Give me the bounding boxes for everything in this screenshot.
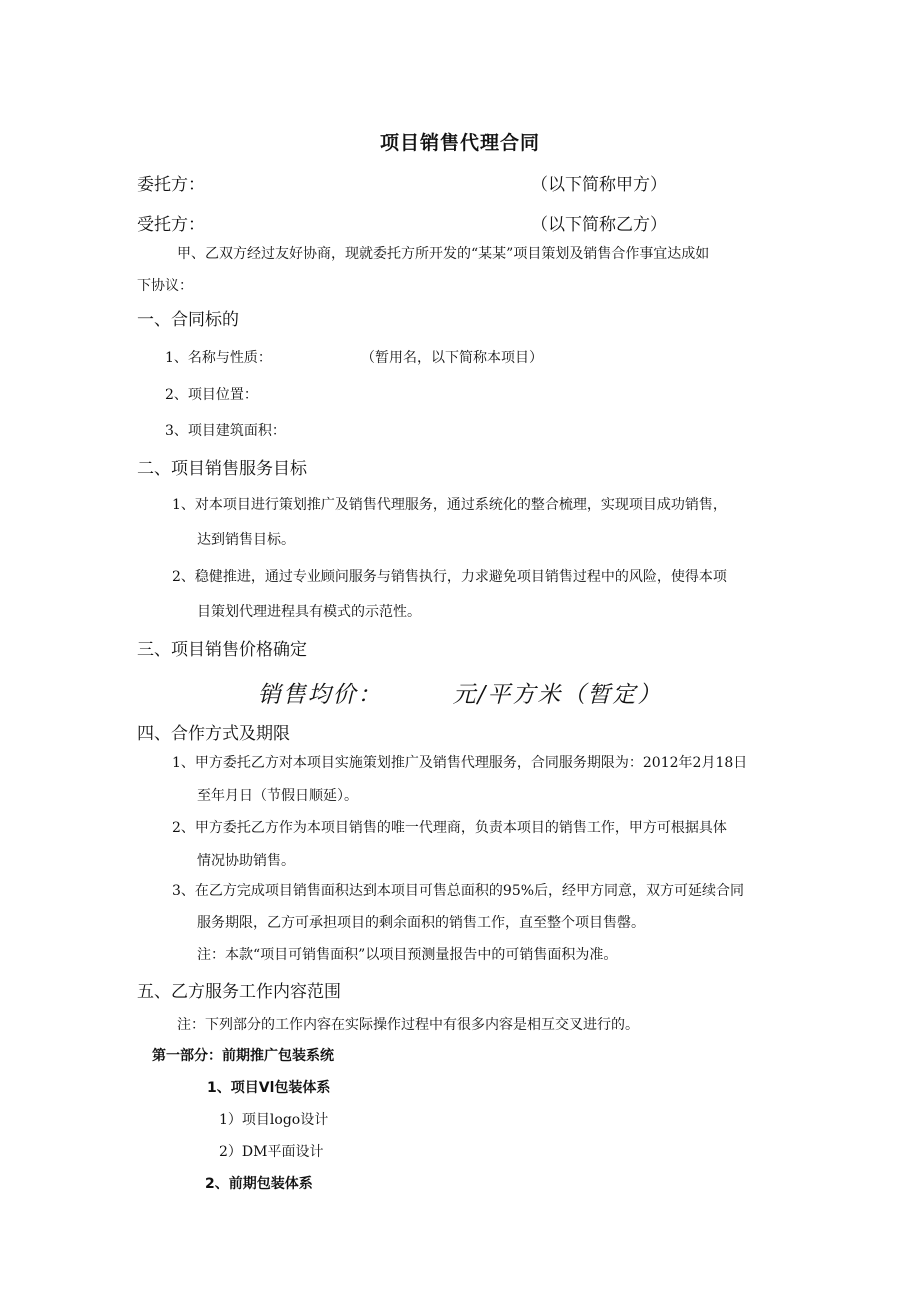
intro-line-1: 甲、乙双方经过友好协商，现就委托方所开发的“某某”项目策划及销售合作事宜达成如 [177, 246, 710, 262]
section-4-note: 注：本款“项目可销售面积”以项目预测量报告中的可销售面积为准。 [197, 947, 618, 963]
section-4-item-1-line-1: 1、甲方委托乙方对本项目实施策划推广及销售代理服务，合同服务期限为：2012年2月18日 [172, 755, 748, 771]
section-1-item-3: 3、项目建筑面积： [165, 423, 286, 439]
section-2-item-1-line-1: 1、对本项目进行策划推广及销售代理服务，通过系统化的整合梳理，实现项目成功销售， [172, 497, 727, 513]
document-title: 项目销售代理合同 [379, 132, 540, 154]
section-3-heading: 三、项目销售价格确定 [137, 640, 307, 660]
section-4-item-3-line-1: 3、在乙方完成项目销售面积达到本项目可售总面积的95%后，经甲方同意，双方可延续合同 [172, 883, 745, 899]
section-4-item-2-line-1: 2、甲方委托乙方作为本项目销售的唯一代理商，负责本项目的销售工作，甲方可根据具体 [172, 820, 727, 836]
section-1-heading: 一、合同标的 [137, 310, 239, 330]
section-4-item-1-line-2: 至年月日（节假日顺延）。 [197, 788, 358, 804]
section-2-heading: 二、项目销售服务目标 [137, 459, 307, 479]
price-line [0, 676, 920, 709]
section-2-item-1-line-2: 达到销售目标。 [197, 532, 295, 548]
price-unit: 元/平方米（暂定） [452, 682, 663, 708]
part-1-sub-1-a: 1）项目logo设计 [219, 1112, 329, 1128]
section-5-note: 注：下列部分的工作内容在实际操作过程中有很多内容是相互交叉进行的。 [177, 1017, 639, 1033]
section-1-item-1-note: （暂用名，以下简称本项目） [361, 350, 543, 366]
agent-label: 受托方： [137, 215, 205, 235]
section-2-item-2-line-1: 2、稳健推进，通过专业顾问服务与销售执行，力求避免项目销售过程中的风险，使得本项 [172, 569, 727, 585]
client-note: （以下简称甲方） [531, 175, 667, 195]
part-1-sub-1-b: 2）DM平面设计 [219, 1144, 324, 1160]
price-label: 销售均价： [257, 682, 383, 708]
section-4-item-2-line-2: 情况协助销售。 [197, 853, 295, 869]
client-label: 委托方： [137, 175, 205, 195]
part-1-sub-1: 1、项目Vl包装体系 [207, 1080, 331, 1096]
intro-line-2: 下协议： [137, 278, 193, 294]
section-1-item-2: 2、项目位置： [165, 387, 258, 403]
section-5-heading: 五、乙方服务工作内容范围 [137, 982, 341, 1002]
part-1-sub-2: 2、前期包装体系 [205, 1176, 313, 1192]
agent-note: （以下简称乙方） [531, 215, 667, 235]
section-1-item-1-label: 1、名称与性质： [165, 350, 272, 366]
part-1-heading: 第一部分：前期推广包装系统 [152, 1048, 334, 1064]
section-4-heading: 四、合作方式及期限 [137, 724, 290, 744]
section-4-item-3-line-2: 服务期限，乙方可承担项目的剩余面积的销售工作，直至整个项目售罄。 [197, 915, 645, 931]
section-2-item-2-line-2: 目策划代理进程具有模式的示范性。 [197, 604, 421, 620]
